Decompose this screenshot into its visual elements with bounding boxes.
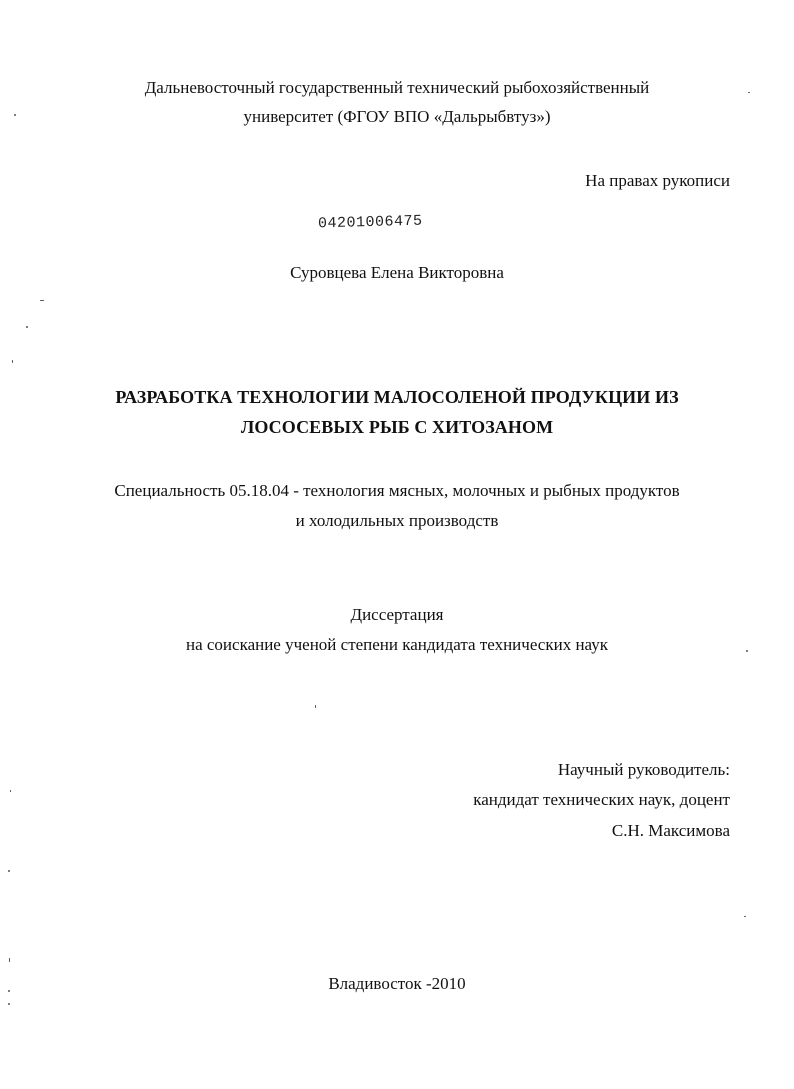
- scan-speck: [748, 92, 750, 93]
- scan-speck: [8, 1003, 10, 1005]
- scan-speck: [315, 705, 316, 708]
- scan-speck: [744, 916, 746, 917]
- university-line-2: университет (ФГОУ ВПО «Дальрыбвтуз»): [243, 107, 551, 126]
- manuscript-note: На правах рукописи: [585, 171, 730, 190]
- scan-speck: [14, 114, 16, 116]
- city-year: Владивосток -2010: [328, 974, 466, 993]
- scan-speck: [40, 300, 44, 301]
- scan-speck: [9, 958, 10, 962]
- scan-speck: [8, 870, 10, 872]
- thesis-title-line-2: ЛОСОСЕВЫХ РЫБ С ХИТОЗАНОМ: [240, 417, 554, 437]
- specialty-line-1: Специальность 05.18.04 - технология мясных, молочных и рыбных продуктов: [114, 481, 680, 500]
- scan-speck: [746, 650, 748, 652]
- specialty-line-2: и холодильных производств: [295, 511, 499, 530]
- thesis-title-line-1: РАЗРАБОТКА ТЕХНОЛОГИИ МАЛОСОЛЕНОЙ ПРОДУКЦИИ ИЗ: [115, 387, 679, 407]
- author-name: Суровцева Елена Викторовна: [290, 263, 504, 282]
- dissertation-label: Диссертация: [350, 605, 444, 624]
- supervisor-name: С.Н. Максимова: [611, 821, 730, 840]
- university-line-1: Дальневосточный государственный технический рыбохозяйственный: [144, 78, 650, 97]
- supervisor-degree: кандидат технических наук, доцент: [473, 790, 730, 809]
- dissertation-purpose: на соискание ученой степени кандидата технических наук: [185, 635, 608, 654]
- scan-speck: [26, 326, 28, 328]
- registration-number-stamp: 04201006475: [317, 212, 423, 233]
- scan-speck: [12, 360, 13, 363]
- supervisor-label: Научный руководитель:: [557, 760, 730, 779]
- scan-speck: [8, 990, 10, 992]
- scan-speck: [10, 790, 11, 792]
